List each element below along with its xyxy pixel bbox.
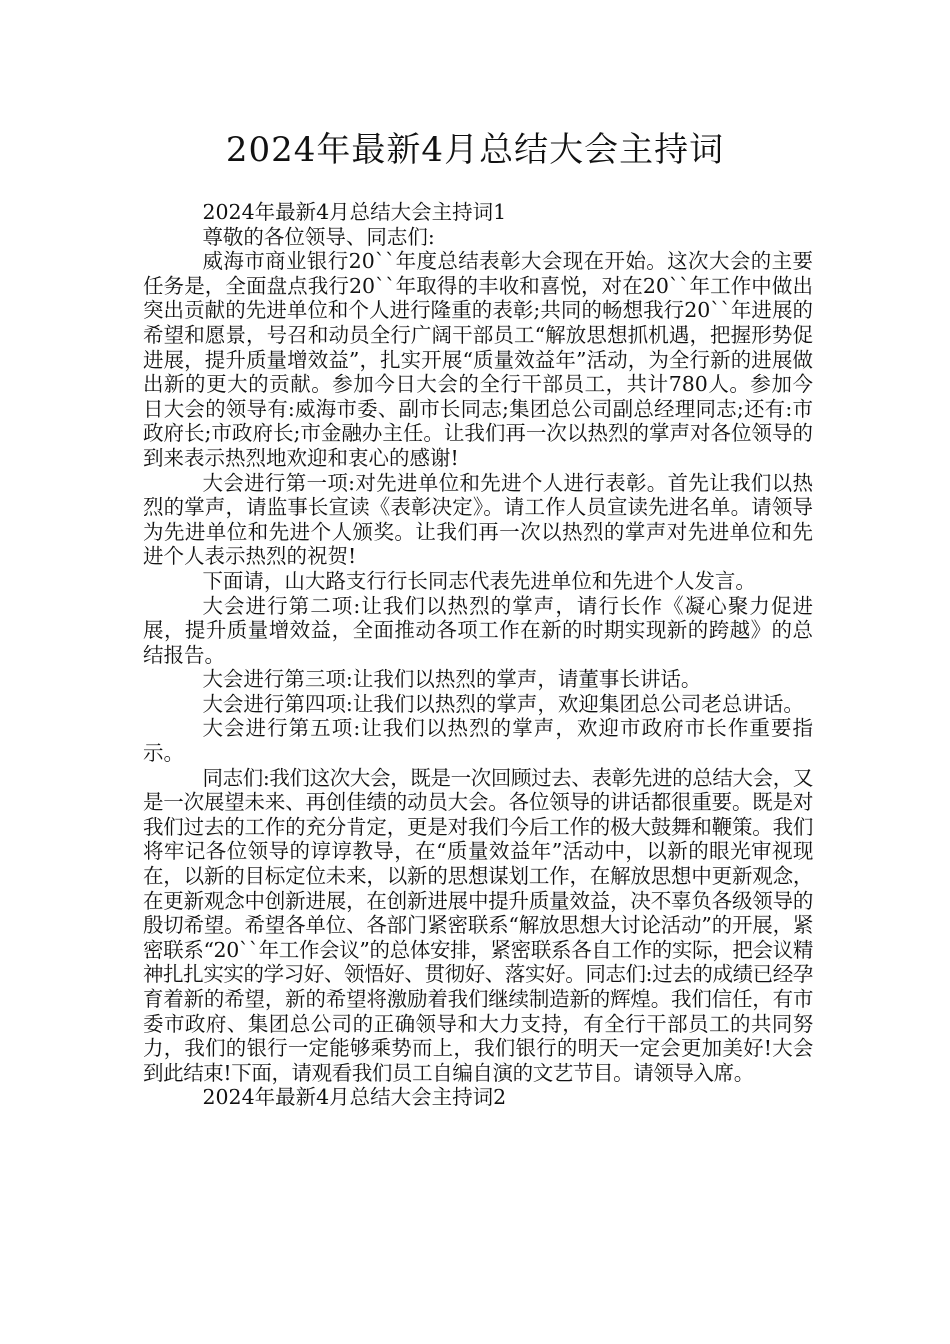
agenda-item-2: 大会进行第二项:让我们以热烈的掌声，请行长作《凝心聚力促进展，提升质量增效益，全面推动各项工作在新的时期实现新的跨越》的总结报告。: [143, 593, 813, 667]
document-title: 2024年最新4月总结大会主持词: [225, 130, 725, 170]
agenda-item-1: 大会进行第一项:对先进单位和先进个人进行表彰。首先让我们以热烈的掌声，请监事长宣读《表彰决定》。请工作人员宣读先进名单。请领导为先进单位和先进个人颁奖。让我们再一次以热烈的掌声对先进单位和先进个人表示热烈的祝贺!: [143, 470, 813, 569]
closing-paragraph: 同志们:我们这次大会，既是一次回顾过去、表彰先进的总结大会，又是一次展望未来、再创佳绩的动员大会。各位领导的讲话都很重要。既是对我们过去的工作的充分肯定，更是对我们今后工作的极大鼓舞和鞭策。我们将牢记各位领导的谆谆教导，在“质量效益年”活动中，以新的眼光审视现在，以新的目标定位未来，以新的思想谋划工作，在解放思想中更新观念，在更新观念中创新进展，在创新进展中提升质量效益，决不辜负各级领导的殷切希望。希望各单位、各部门紧密联系“解放思想大讨论活动”的开展，紧密联系“20``年工作会议”的总体安排，紧密联系各自工作的实际，把会议精神扎扎实实的学习好、领悟好、贯彻好、落实好。同志们:过去的成绩已经孕育着新的希望，新的希望将激励着我们继续制造新的辉煌。我们信任，有市委市政府、集团总公司的正确领导和大力支持，有全行干部员工的共同努力，我们的银行一定能够乘势而上，我们银行的明天一定会更加美好!大会到此结束!下面，请观看我们员工自编自演的文艺节目。请领导入席。: [143, 765, 813, 1085]
agenda-item-4: 大会进行第四项:让我们以热烈的掌声，欢迎集团总公司老总讲话。: [202, 691, 804, 716]
opening-paragraph: 威海市商业银行20``年度总结表彰大会现在开始。这次大会的主要任务是，全面盘点我行20``年取得的丰收和喜悦，对在20``年工作中做出突出贡献的先进单位和个人进行隆重的表彰;共同的畅想我行20``年进展的希望和愿景，号召和动员全行广阔干部员工“解放思想抓机遇，把握形势促进展，提升质量增效益”，扎实开展“质量效益年”活动，为全行新的进展做出新的更大的贡献。参加今日大会的全行干部员工，共计780人。参加今日大会的领导有:威海市委、副市长同志;集团总公司副总经理同志;还有:市政府长;市政府长;市金融办主任。让我们再一次以热烈的掌声对各位领导的到来表示热烈地欢迎和衷心的感谢!: [143, 249, 813, 470]
agenda-item-5: 大会进行第五项:让我们以热烈的掌声，欢迎市政府市长作重要指示。: [143, 716, 813, 766]
speech-representative: 下面请，山大路支行行长同志代表先进单位和先进个人发言。: [202, 568, 756, 593]
salutation: 尊敬的各位领导、同志们:: [202, 224, 435, 249]
agenda-item-3: 大会进行第三项:让我们以热烈的掌声，请董事长讲话。: [202, 667, 702, 692]
document-body: [143, 200, 813, 1110]
section-heading-2: 2024年最新4月总结大会主持词2: [202, 1085, 507, 1110]
section-heading-1: 2024年最新4月总结大会主持词1: [202, 200, 507, 224]
